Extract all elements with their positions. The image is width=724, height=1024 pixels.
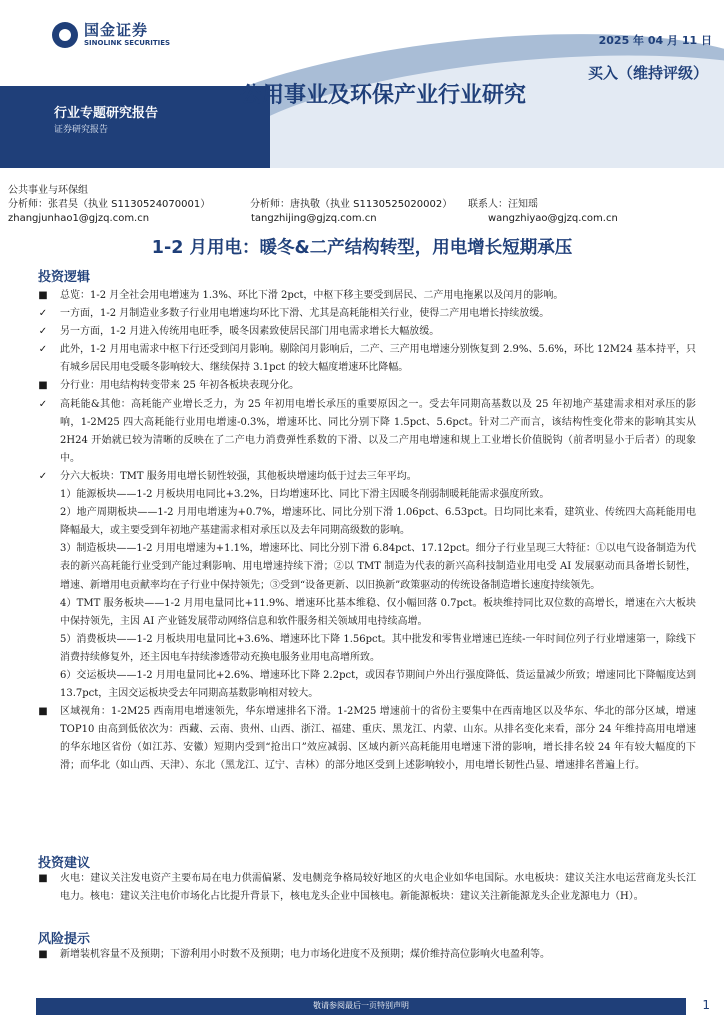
list-item	[36, 341, 696, 377]
list-item	[36, 305, 696, 323]
analyst-1: 分析师：张君昊（执业 S1130524070001）	[8, 199, 211, 210]
header-band-dark	[0, 86, 270, 168]
list-item-text: 此外，1-2 月用电需求中枢下行还受到闰月影响。剔除闰月影响后，二产、三产用电增速分别恢复到 2.9%、5.6%，环比 12M24 基本持平，只有城乡居民用电受暖冬影响较大、继续保持 3.1pct 的较大幅度增速环比降幅。	[60, 344, 696, 374]
list-item-advice	[36, 870, 696, 906]
analyst-group: 公共事业与环保组	[8, 185, 88, 196]
bullet-mark: ✓	[38, 398, 48, 410]
report-subtype: 证券研究报告	[54, 125, 109, 135]
list-item-text: 总览：1-2 月全社会用电增速为 1.3%、环比下滑 2pct，中枢下移主要受到居民、二产用电拖累以及闰月的影响。	[60, 290, 564, 301]
logo-name-cn: 国金证券	[84, 21, 149, 39]
list-item-text: 分行业：用电结构转变带来 25 年初各板块表现分化。	[60, 380, 300, 392]
sector-paragraph: 5）消费板块——1-2 月板块用电量同比+3.6%、增速环比下降 1.56pct。其中批发和零售业增速已连续-一年时间位列子行业增速第一，除线下消费持续修复外，还主因电车持续渗透带动充换电服务业用电高增所致。	[60, 633, 696, 663]
list-item-text: 分六大板块：TMT 服务用电增长韧性较强，其他板块增速均低于过去三年平均。	[60, 470, 417, 482]
list-item-text: 一方面，1-2 月制造业多数子行业用电增速均环比下滑、尤其是高耗能相关行业，使得二产用电增长持续放缓。	[60, 308, 550, 320]
bullet-mark: ■	[38, 949, 48, 960]
list-item-text: 另一方面，1-2 月进入传统用电旺季，暖冬因素致使居民部门用电需求增长大幅放缓。	[60, 326, 440, 338]
risk-body	[36, 946, 696, 964]
list-item-text: 区域视角：1-2M25 西南用电增速领先，华东增速排名下滑。1-2M25 增速前十的省份主要集中在西南地区以及华东、华北的部分区域，增速 TOP10 由高到低依次为：西藏、云南、贵州、山西、浙江、福建、重庆、黑龙江、内蒙、山东。从排名变化来看，部分 24 年维持高用电增速的华东地区省份（如江苏、安徽）短期内受到“抢出口”效应减弱、区域内新兴高耗能用电增速下滑的影响，增长排名较 24 年有较大幅度的下滑；而华北（如山西、天津）、东北（黑龙江、辽宁、吉林）的部分地区受到上述影响较小，用电增长韧性凸显、增速排名普遍上行。	[60, 706, 696, 772]
list-item-region	[36, 703, 696, 775]
sector-paragraph: 1）能源板块——1-2 月板块用电同比+3.2%，日均增速环比、同比下滑主因暖冬削弱制暖耗能需求强度所致。	[60, 489, 550, 501]
sector-paragraph: 6）交运板块——1-2 月用电量同比+2.6%、增速环比下降 2.2pct，或因春节期间户外出行强度降低、货运量减少所致；增速同比下降幅度达到 13.7pct，主因交运板块受去年同期高基数影响相对较大。	[60, 669, 696, 700]
list-item	[36, 323, 696, 341]
logo-circle-icon	[52, 22, 78, 48]
company-logo	[52, 22, 170, 48]
industry-title: 公用事业及环保产业行业研究	[240, 83, 527, 108]
report-header	[0, 0, 724, 168]
bullet-mark: ■	[38, 290, 48, 301]
advice-body	[36, 870, 696, 906]
analyst-info	[8, 184, 716, 226]
sector-paragraph: 3）制造板块——1-2 月用电增速为+1.1%，增速环比、同比分别下滑 6.84pct、17.12pct。细分子行业呈现三大特征：①以电气设备制造为代表的新兴高耗能行业受到产能过剩影响、用电增速持续下滑；②以 TMT 制造为代表的新兴高科技制造业用电受 AI 发展驱动而具备增长韧性，增速、新增用电贡献率均在子行业中保持领先；③受到“设备更新、以旧换新”政策驱动的传统设备制造增长速度持续领先。	[60, 543, 696, 591]
bullet-mark: ✓	[38, 344, 48, 356]
list-item-text: 新增装机容量不及预期；下游利用小时数不及预期；电力市场化进度不及预期；煤价维持高位影响火电盈利等。	[60, 949, 550, 960]
analyst-2-email[interactable]: tangzhijing@gjzq.com.cn	[251, 213, 377, 224]
bullet-mark: ✓	[38, 308, 48, 320]
contact-1-email[interactable]: wangzhiyao@gjzq.com.cn	[488, 213, 618, 224]
list-item	[36, 377, 696, 395]
analyst-2: 分析师：唐执敬（执业 S1130525020002）	[250, 199, 453, 210]
contact-1: 联系人：汪知瑶	[468, 199, 538, 210]
bullet-mark: ■	[38, 380, 48, 392]
footer-disclaimer: 敬请参阅最后一页特别声明	[313, 1001, 409, 1010]
report-headline: 1-2 月用电：暖冬&二产结构转型，用电增长短期承压	[151, 238, 573, 258]
page-footer	[0, 994, 724, 1024]
bullet-mark: ✓	[38, 470, 48, 482]
rating-badge: 买入（维持评级）	[587, 64, 708, 82]
list-item-risk	[36, 946, 696, 964]
report-date: 2025 年 04 月 11 日	[598, 34, 712, 47]
logic-body	[36, 287, 696, 776]
bullet-mark: ✓	[38, 326, 48, 338]
list-item-text: 火电：建议关注发电资产主要布局在电力供需偏紧、发电侧竞争格局较好地区的火电企业如华电国际。水电板块：建议关注水电运营商龙头长江电力。核电：建议关注电价市场化占比提升背景下，核电龙头企业中国核电。新能源板块：建议关注新能源龙头企业龙源电力（H）。	[60, 873, 696, 903]
section-title-risk: 风险提示	[38, 932, 91, 947]
list-item	[36, 287, 696, 305]
page-number: 1	[702, 998, 710, 1012]
analyst-1-email[interactable]: zhangjunhao1@gjzq.com.cn	[8, 213, 150, 224]
list-item-text: 高耗能&其他：高耗能产业增长乏力，为 25 年初用电增长承压的重要原因之一。受去年同期高基数以及 25 年初地产基建需求相对承压的影响，1-2M25 四大高耗能行业用电增速-0.3%，增速环比、同比分别下降 1.5pct、5.6pct。针对二产而言，该结构性变化带来的影响其实从 2H24 开始就已较为清晰的反映在了二产电力消费弹性系数的下滑、以及二产用电增速和规上工业增长价值脱钩（前者明显小于后者）的现象中。	[60, 398, 696, 464]
section-title-advice: 投资建议	[38, 856, 91, 871]
sector-list	[36, 486, 696, 703]
list-item	[36, 396, 696, 468]
report-type: 行业专题研究报告	[54, 106, 159, 121]
bullet-mark: ■	[38, 706, 48, 718]
logo-name-en: SINOLINK SECURITIES	[84, 39, 171, 47]
sector-paragraph: 4）TMT 服务板块——1-2 月用电量同比+11.9%、增速环比基本维稳、仅小幅回落 0.7pct。板块维持同比双位数的高增长，增速在六大板块中保持领先，主因 AI 产业链发展带动网络信息和软件服务相关领域用电持续高增。	[60, 597, 696, 627]
section-title-logic: 投资逻辑	[38, 270, 91, 285]
logic-list	[36, 287, 696, 486]
bullet-mark: ■	[38, 873, 48, 884]
sector-paragraph: 2）地产周期板块——1-2 月用电增速为+0.7%，增速环比、同比分别下滑 1.06pct、6.53pct。日均同比来看，建筑业、传统四大高耗能用电降幅最大，或主要受到年初地产基建需求相对承压以及去年同期高级数的影响。	[60, 507, 696, 537]
list-item	[36, 468, 696, 486]
